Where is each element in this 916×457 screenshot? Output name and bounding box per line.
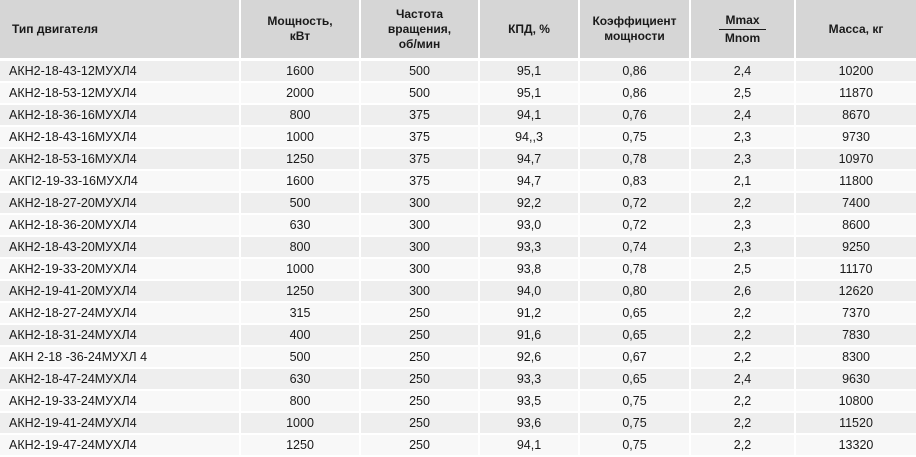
cell-efficiency: 93,3 <box>479 236 579 258</box>
cell-torque-ratio: 2,2 <box>690 412 795 434</box>
cell-power: 500 <box>240 346 360 368</box>
cell-torque-ratio: 2,2 <box>690 434 795 456</box>
cell-power-factor: 0,86 <box>579 60 690 83</box>
table-row <box>0 148 916 170</box>
cell-engine-type: АКН2-18-27-24МУХЛ4 <box>0 302 240 324</box>
cell-mass: 8300 <box>795 346 916 368</box>
cell-efficiency: 94,7 <box>479 170 579 192</box>
cell-rotation-speed: 375 <box>360 126 479 148</box>
cell-power: 1250 <box>240 148 360 170</box>
cell-rotation-speed: 375 <box>360 104 479 126</box>
cell-efficiency: 95,1 <box>479 82 579 104</box>
cell-rotation-speed: 300 <box>360 258 479 280</box>
cell-mass: 10200 <box>795 60 916 83</box>
cell-torque-ratio: 2,2 <box>690 346 795 368</box>
cell-power-factor: 0,75 <box>579 434 690 456</box>
table-row <box>0 126 916 148</box>
cell-mass: 11870 <box>795 82 916 104</box>
cell-rotation-speed: 250 <box>360 302 479 324</box>
cell-rotation-speed: 300 <box>360 236 479 258</box>
table-row <box>0 434 916 456</box>
cell-power-factor: 0,72 <box>579 214 690 236</box>
cell-power-factor: 0,65 <box>579 368 690 390</box>
torque-ratio-numerator: Mmax <box>719 13 765 30</box>
header-torque-ratio <box>690 0 795 60</box>
table-row <box>0 324 916 346</box>
cell-power: 400 <box>240 324 360 346</box>
cell-mass: 9250 <box>795 236 916 258</box>
header-efficiency: КПД, % <box>479 0 579 60</box>
table-row <box>0 60 916 83</box>
table-row <box>0 214 916 236</box>
cell-rotation-speed: 250 <box>360 390 479 412</box>
cell-engine-type: АКН2-18-53-16МУХЛ4 <box>0 148 240 170</box>
table-row <box>0 82 916 104</box>
table-row <box>0 104 916 126</box>
cell-power: 2000 <box>240 82 360 104</box>
cell-power-factor: 0,74 <box>579 236 690 258</box>
cell-efficiency: 93,0 <box>479 214 579 236</box>
cell-power-factor: 0,80 <box>579 280 690 302</box>
cell-power: 1600 <box>240 170 360 192</box>
cell-efficiency: 92,6 <box>479 346 579 368</box>
cell-rotation-speed: 250 <box>360 346 479 368</box>
cell-mass: 7830 <box>795 324 916 346</box>
cell-torque-ratio: 2,2 <box>690 390 795 412</box>
cell-rotation-speed: 250 <box>360 324 479 346</box>
cell-power-factor: 0,86 <box>579 82 690 104</box>
cell-power-factor: 0,65 <box>579 324 690 346</box>
cell-rotation-speed: 250 <box>360 368 479 390</box>
table-row <box>0 236 916 258</box>
cell-torque-ratio: 2,3 <box>690 126 795 148</box>
cell-power: 800 <box>240 390 360 412</box>
cell-torque-ratio: 2,2 <box>690 302 795 324</box>
cell-power: 315 <box>240 302 360 324</box>
cell-power-factor: 0,76 <box>579 104 690 126</box>
cell-torque-ratio: 2,4 <box>690 368 795 390</box>
cell-torque-ratio: 2,5 <box>690 82 795 104</box>
cell-power: 800 <box>240 104 360 126</box>
header-engine-type: Тип двигателя <box>0 0 240 60</box>
torque-ratio-fraction <box>719 13 765 46</box>
cell-torque-ratio: 2,3 <box>690 148 795 170</box>
cell-engine-type: АКН2-19-41-24МУХЛ4 <box>0 412 240 434</box>
cell-engine-type: АКН2-19-41-20МУХЛ4 <box>0 280 240 302</box>
table-row <box>0 302 916 324</box>
cell-engine-type: АКН2-18-36-20МУХЛ4 <box>0 214 240 236</box>
cell-rotation-speed: 300 <box>360 214 479 236</box>
cell-engine-type: АКН2-19-33-24МУХЛ4 <box>0 390 240 412</box>
cell-engine-type: АКН2-18-31-24МУХЛ4 <box>0 324 240 346</box>
cell-efficiency: 94,1 <box>479 434 579 456</box>
cell-rotation-speed: 300 <box>360 192 479 214</box>
cell-torque-ratio: 2,6 <box>690 280 795 302</box>
cell-torque-ratio: 2,2 <box>690 324 795 346</box>
cell-engine-type: АКН 2-18 -36-24МУХЛ 4 <box>0 346 240 368</box>
table-row <box>0 192 916 214</box>
cell-engine-type: АКН2-18-36-16МУХЛ4 <box>0 104 240 126</box>
cell-power-factor: 0,83 <box>579 170 690 192</box>
cell-rotation-speed: 375 <box>360 170 479 192</box>
cell-engine-type: АКН2-18-43-20МУХЛ4 <box>0 236 240 258</box>
cell-rotation-speed: 500 <box>360 60 479 83</box>
cell-efficiency: 93,8 <box>479 258 579 280</box>
cell-power: 1000 <box>240 126 360 148</box>
cell-torque-ratio: 2,4 <box>690 104 795 126</box>
cell-engine-type: АКН2-18-47-24МУХЛ4 <box>0 368 240 390</box>
cell-mass: 7370 <box>795 302 916 324</box>
cell-power: 1250 <box>240 434 360 456</box>
cell-power: 630 <box>240 368 360 390</box>
cell-torque-ratio: 2,5 <box>690 258 795 280</box>
cell-mass: 8600 <box>795 214 916 236</box>
cell-efficiency: 94,1 <box>479 104 579 126</box>
cell-mass: 11170 <box>795 258 916 280</box>
cell-torque-ratio: 2,2 <box>690 192 795 214</box>
cell-power: 1250 <box>240 280 360 302</box>
cell-power-factor: 0,78 <box>579 258 690 280</box>
cell-efficiency: 92,2 <box>479 192 579 214</box>
cell-torque-ratio: 2,4 <box>690 60 795 83</box>
cell-engine-type: АКН2-18-43-16МУХЛ4 <box>0 126 240 148</box>
cell-engine-type: АКГI2-19-33-16МУХЛ4 <box>0 170 240 192</box>
cell-power-factor: 0,78 <box>579 148 690 170</box>
cell-engine-type: АКН2-19-33-20МУХЛ4 <box>0 258 240 280</box>
table-row <box>0 346 916 368</box>
cell-power: 1000 <box>240 412 360 434</box>
table-header <box>0 0 916 60</box>
table-row <box>0 390 916 412</box>
cell-efficiency: 93,6 <box>479 412 579 434</box>
cell-mass: 9730 <box>795 126 916 148</box>
cell-mass: 8670 <box>795 104 916 126</box>
cell-power: 1600 <box>240 60 360 83</box>
cell-efficiency: 91,2 <box>479 302 579 324</box>
cell-engine-type: АКН2-18-53-12МУХЛ4 <box>0 82 240 104</box>
table-row <box>0 258 916 280</box>
cell-efficiency: 94,7 <box>479 148 579 170</box>
cell-efficiency: 95,1 <box>479 60 579 83</box>
cell-mass: 7400 <box>795 192 916 214</box>
cell-rotation-speed: 500 <box>360 82 479 104</box>
cell-mass: 10800 <box>795 390 916 412</box>
cell-mass: 11800 <box>795 170 916 192</box>
cell-mass: 11520 <box>795 412 916 434</box>
table-row <box>0 280 916 302</box>
cell-mass: 10970 <box>795 148 916 170</box>
table-body <box>0 60 916 457</box>
cell-efficiency: 94,0 <box>479 280 579 302</box>
cell-power: 630 <box>240 214 360 236</box>
header-mass: Масса, кг <box>795 0 916 60</box>
cell-efficiency: 93,5 <box>479 390 579 412</box>
cell-mass: 12620 <box>795 280 916 302</box>
cell-rotation-speed: 375 <box>360 148 479 170</box>
cell-torque-ratio: 2,3 <box>690 236 795 258</box>
table-row <box>0 412 916 434</box>
cell-power-factor: 0,75 <box>579 412 690 434</box>
cell-torque-ratio: 2,1 <box>690 170 795 192</box>
cell-power-factor: 0,72 <box>579 192 690 214</box>
cell-engine-type: АКН2-18-43-12МУХЛ4 <box>0 60 240 83</box>
header-row <box>0 0 916 60</box>
header-power-factor: Коэффициент мощности <box>579 0 690 60</box>
cell-power: 500 <box>240 192 360 214</box>
cell-engine-type: АКН2-19-47-24МУХЛ4 <box>0 434 240 456</box>
cell-rotation-speed: 300 <box>360 280 479 302</box>
cell-rotation-speed: 250 <box>360 412 479 434</box>
header-rotation-speed: Частота вращения, об/мин <box>360 0 479 60</box>
cell-mass: 13320 <box>795 434 916 456</box>
cell-rotation-speed: 250 <box>360 434 479 456</box>
table-row <box>0 368 916 390</box>
cell-power-factor: 0,67 <box>579 346 690 368</box>
cell-efficiency: 91,6 <box>479 324 579 346</box>
cell-torque-ratio: 2,3 <box>690 214 795 236</box>
cell-power: 1000 <box>240 258 360 280</box>
cell-efficiency: 93,3 <box>479 368 579 390</box>
table-row <box>0 170 916 192</box>
cell-efficiency: 94,,3 <box>479 126 579 148</box>
cell-power-factor: 0,75 <box>579 126 690 148</box>
cell-power: 800 <box>240 236 360 258</box>
cell-mass: 9630 <box>795 368 916 390</box>
cell-power-factor: 0,65 <box>579 302 690 324</box>
cell-engine-type: АКН2-18-27-20МУХЛ4 <box>0 192 240 214</box>
torque-ratio-denominator: Mnom <box>724 30 761 45</box>
cell-power-factor: 0,75 <box>579 390 690 412</box>
header-power: Мощность, кВт <box>240 0 360 60</box>
